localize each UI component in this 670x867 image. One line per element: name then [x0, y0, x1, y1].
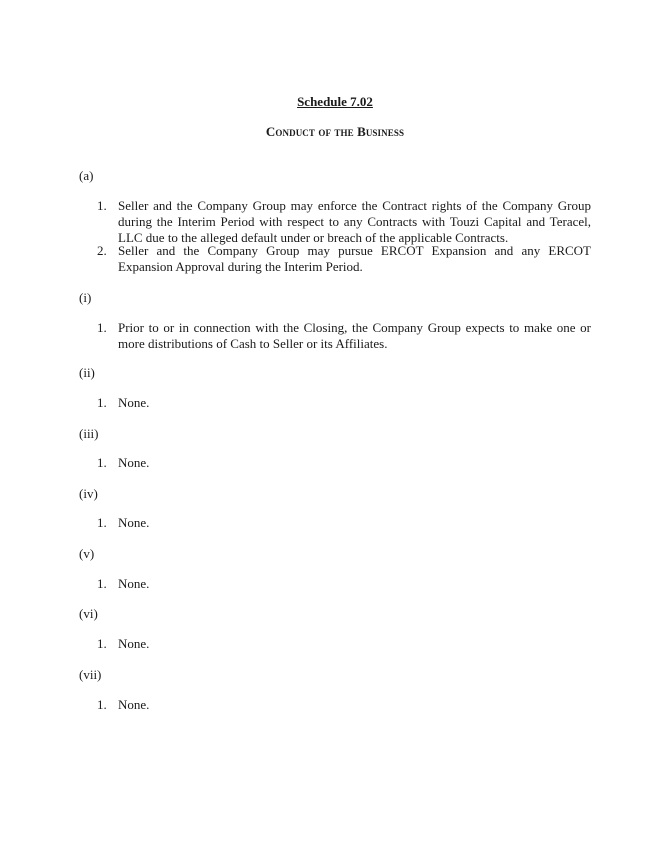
list-item	[97, 455, 591, 471]
list-item-text: None.	[118, 697, 150, 712]
list-item	[97, 515, 591, 531]
list-item-text: Seller and the Company Group may enforce the Contract rights of the Company Group during the Interim Period with respect to any Contracts with Touzi Capital and Teracel, LLC due to the alleged default under or breach of the applicable Contracts.	[118, 198, 591, 245]
list-item	[97, 697, 591, 713]
schedule-title: Schedule 7.02	[297, 94, 373, 109]
section-label-vi: (vi)	[79, 606, 98, 621]
list-item	[97, 576, 591, 592]
list-item-text: None.	[118, 515, 150, 530]
list-item-number: 1.	[97, 320, 107, 335]
list-item	[97, 636, 591, 652]
list-item-text: None.	[118, 576, 150, 591]
list-item-text: None.	[118, 455, 150, 470]
list-item-number: 1.	[97, 198, 107, 213]
section-label-iii: (iii)	[79, 426, 99, 441]
list-item-number: 1.	[97, 636, 107, 651]
list-item	[97, 198, 591, 246]
list-item-number: 1.	[97, 395, 107, 410]
schedule-subtitle: Conduct of the Business	[265, 124, 405, 139]
list-item-text: None.	[118, 395, 150, 410]
list-item-number: 1.	[97, 515, 107, 530]
list-item	[97, 395, 591, 411]
list-item-number: 1.	[97, 576, 107, 591]
section-label-v: (v)	[79, 546, 95, 561]
section-label-iv: (iv)	[79, 486, 98, 501]
list-item-number: 2.	[97, 243, 107, 258]
list-item-text: Seller and the Company Group may pursue ERCOT Expansion and any ERCOT Expansion Approval during the Interim Period.	[118, 243, 591, 274]
section-label-i: (i)	[79, 290, 92, 305]
list-item-text: None.	[118, 636, 150, 651]
section-label-a: (a)	[79, 168, 94, 183]
list-item	[97, 320, 591, 352]
section-label-ii: (ii)	[79, 365, 95, 380]
list-item-text: Prior to or in connection with the Closing, the Company Group expects to make one or more distributions of Cash to Seller or its Affiliates.	[118, 320, 591, 351]
list-item-number: 1.	[97, 455, 107, 470]
section-label-vii: (vii)	[79, 667, 102, 682]
list-item	[97, 243, 591, 275]
list-item-number: 1.	[97, 697, 107, 712]
